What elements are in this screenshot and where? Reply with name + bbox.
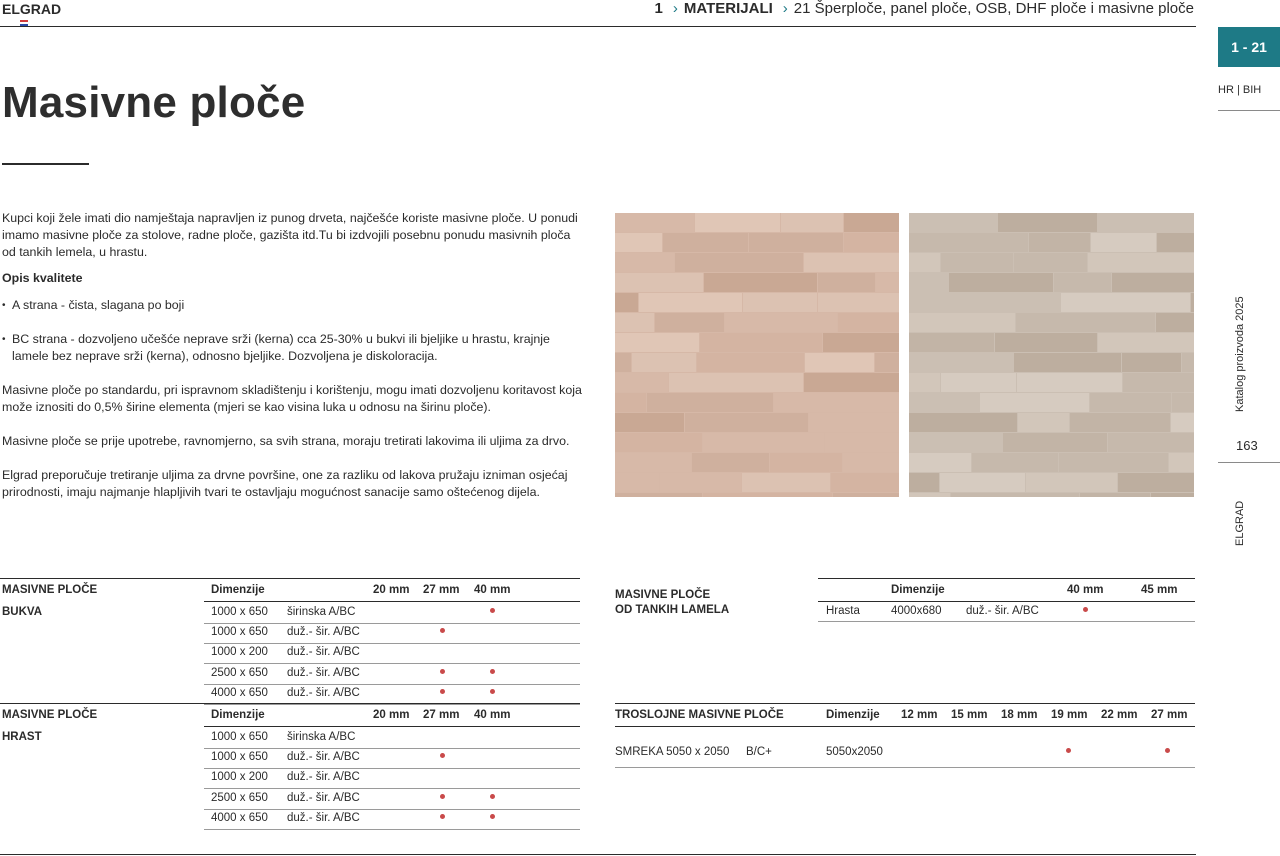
wood-lamella	[615, 453, 691, 472]
wood-lamella	[1123, 373, 1194, 392]
wood-lamella	[971, 293, 1060, 312]
wood-lamella	[995, 333, 1097, 352]
sidebar-divider	[1218, 462, 1280, 463]
wood-lamella	[1016, 313, 1155, 332]
table-cell-size: 4000 x 650	[211, 811, 268, 824]
wood-lamella	[615, 353, 631, 372]
table-top-rule	[0, 703, 580, 704]
wood-lamella	[615, 273, 703, 292]
table-cell-size: 1000 x 650	[211, 606, 268, 618]
wood-lamella	[1070, 413, 1170, 432]
table-troslojne-size: 5050x2050	[826, 746, 883, 758]
wood-lamella	[1191, 293, 1194, 312]
wood-lamella	[742, 473, 830, 492]
breadcrumb-section[interactable]: MATERIJALI	[683, 0, 773, 17]
availability-dot	[440, 628, 445, 633]
wood-lamella	[1054, 273, 1111, 292]
wood-lamella	[951, 493, 1079, 497]
wood-lamella	[615, 253, 674, 272]
wood-lamella	[909, 453, 971, 472]
table-bukva-col-20: 20 mm	[373, 584, 410, 596]
bullet-bc-side: • BC strana - dozvoljeno učešće neprave srži (kerna) cca 25-30% u bukvi ili bjeljike u hrastu, krajnje lamele bez neprave srži (kerna), odnosno bjeljike. Dozvoljena je diskoloracija.	[2, 331, 582, 365]
table-troslojne-col-18: 18 mm	[1001, 709, 1038, 721]
wood-lamella	[818, 273, 875, 292]
table-cell-type: duž.- šir. A/BC	[287, 751, 360, 764]
table-hrast-col-27: 27 mm	[423, 709, 460, 721]
table-cell-type: duž.- šir. A/BC	[287, 626, 360, 639]
beech-board-image	[615, 213, 899, 497]
availability-dot	[440, 669, 445, 674]
treatment-paragraph: Masivne ploče se prije upotrebe, ravnomjerno, sa svih strana, moraju tretirati lakovima ili uljima za drvo.	[2, 434, 570, 448]
table-cell-size: 2500 x 650	[211, 791, 268, 804]
availability-dot	[440, 753, 445, 758]
wood-lamella	[909, 253, 940, 272]
wood-lamella	[1182, 353, 1194, 372]
table-bukva-col-40: 40 mm	[474, 584, 511, 596]
bullet-a-side: • A strana - čista, slagana po boji	[2, 297, 582, 314]
wood-lamella	[1018, 413, 1069, 432]
wood-lamella	[615, 393, 646, 412]
wood-lamella	[941, 373, 1016, 392]
language-label: HR | BIH	[1218, 84, 1262, 96]
wood-lamella	[615, 313, 654, 332]
wood-lamella	[804, 373, 899, 392]
table-row-rule	[204, 829, 580, 830]
oak-board-image	[909, 213, 1194, 497]
wood-lamella	[831, 473, 899, 492]
chevron-right-icon: ›	[782, 0, 788, 17]
wood-lamella	[844, 213, 899, 232]
table-header-rule	[818, 601, 1195, 602]
table-troslojne-col-19: 19 mm	[1051, 709, 1088, 721]
wood-lamella	[1172, 393, 1194, 412]
availability-dot	[440, 689, 445, 694]
wood-lamella	[909, 273, 948, 292]
wood-lamella	[692, 453, 769, 472]
table-cell-type: duž.- šir. A/BC	[287, 646, 360, 659]
table-cell-size: 1000 x 200	[211, 771, 268, 784]
table-cell-size: 1000 x 650	[211, 751, 268, 764]
table-hrast-dim-header: Dimenzije	[211, 709, 265, 721]
wood-lamella	[909, 333, 994, 352]
wood-lamella	[615, 213, 694, 232]
wood-lamella	[804, 253, 899, 272]
table-cell-size: 4000 x 650	[211, 686, 268, 699]
availability-dot	[490, 814, 495, 819]
wood-lamella	[615, 233, 662, 252]
table-hrast-title: MASIVNE PLOČE	[2, 709, 98, 721]
wood-lamella	[909, 393, 979, 412]
page-number: 163	[1236, 438, 1258, 453]
table-cell-type: širinska A/BC	[287, 731, 356, 743]
table-troslojne-col-12: 12 mm	[901, 709, 938, 721]
wood-lamella	[818, 293, 899, 312]
wood-lamella	[1088, 253, 1194, 272]
wood-lamella	[998, 213, 1097, 232]
table-lamela-dim-header: Dimenzije	[891, 584, 945, 596]
availability-dot	[490, 608, 495, 613]
table-lamela-title: MASIVNE PLOČE	[615, 589, 711, 601]
wood-lamella	[781, 213, 843, 232]
wood-lamella	[805, 353, 874, 372]
wood-lamella	[697, 353, 804, 372]
wood-lamella	[1059, 453, 1168, 472]
availability-dot	[1083, 607, 1088, 612]
table-troslojne-col-22: 22 mm	[1101, 709, 1138, 721]
wood-lamella	[1061, 293, 1190, 312]
table-lamela-subtitle: OD TANKIH LAMELA	[615, 604, 730, 616]
availability-dot	[490, 669, 495, 674]
chevron-right-icon: ›	[672, 0, 678, 17]
wood-lamella	[909, 373, 940, 392]
wood-lamella	[675, 253, 803, 272]
table-row-rule	[204, 663, 580, 664]
wood-lamella	[1003, 433, 1107, 452]
table-row-rule	[204, 623, 580, 624]
availability-dot	[490, 794, 495, 799]
table-cell-size: 2500 x 650	[211, 666, 268, 679]
sidebar-brand: ELGRAD	[1234, 500, 1246, 546]
table-header-rule	[204, 726, 580, 727]
wood-lamella	[823, 333, 899, 352]
wood-lamella	[1169, 453, 1194, 472]
wood-lamella	[774, 393, 899, 412]
wood-lamella	[1151, 493, 1194, 497]
wood-lamella	[909, 473, 939, 492]
table-row-rule	[818, 621, 1195, 622]
wood-lamella	[655, 313, 724, 332]
wood-lamella	[909, 313, 1015, 332]
wood-lamella	[639, 293, 742, 312]
table-cell-type: širinska A/BC	[287, 606, 356, 618]
wood-lamella	[1080, 493, 1150, 497]
table-troslojne-quality: B/C+	[746, 746, 772, 758]
wood-lamella	[980, 393, 1089, 412]
table-cell-type: duž.- šir. A/BC	[287, 666, 360, 679]
wood-lamella	[700, 333, 822, 352]
wood-lamella	[743, 293, 817, 312]
availability-dot	[490, 689, 495, 694]
wood-lamella	[909, 413, 1017, 432]
table-cell-type: duž.- šir. A/BC	[287, 791, 360, 804]
page-title: Masivne ploče	[2, 78, 306, 127]
wood-lamella	[615, 293, 638, 312]
wood-lamella	[876, 273, 899, 292]
intro-paragraph: Kupci koji žele imati dio namještaja napravljen iz punog drveta, najčešće koriste masivne ploče. U ponudi imamo masivne ploče za stolove, radne ploče, gazišta itd.Tu bi izdvojili posebnu ponudu masivnih ploča od tankih lemela, u hrastu.	[2, 211, 578, 259]
table-cell-type: duž.- šir. A/BC	[287, 811, 360, 824]
table-cell-size: 1000 x 650	[211, 626, 268, 639]
wood-lamella	[770, 453, 842, 472]
wood-lamella	[663, 233, 748, 252]
footer-divider	[0, 854, 1196, 855]
breadcrumb-page[interactable]: 21 Šperploče, panel ploče, OSB, DHF ploče i masivne ploče	[793, 0, 1194, 17]
wood-lamella	[1156, 313, 1194, 332]
wood-lamella	[843, 453, 899, 472]
wood-lamella	[838, 313, 899, 332]
description	[2, 210, 582, 518]
wood-lamella	[844, 233, 899, 252]
wood-lamella	[1026, 473, 1117, 492]
table-troslojne-name: SMREKA 5050 x 2050	[615, 746, 730, 758]
oil-paragraph: Elgrad preporučuje tretiranje uljima za drvne površine, one za razliku od lakova pružaju izniman osjećaj prirodnosti, imaju najmanje hlapljivih tvari te ostavljaju mogućnost sanacije samo oštećenog dijela.	[2, 468, 568, 499]
wood-lamella	[909, 433, 1002, 452]
wood-lamella	[749, 233, 843, 252]
availability-dot	[1066, 748, 1071, 753]
wood-lamella	[1017, 373, 1122, 392]
wood-lamella	[809, 413, 899, 432]
wood-lamella	[909, 493, 950, 497]
wood-lamella	[615, 413, 684, 432]
wood-lamella	[703, 493, 832, 497]
table-cell-size: 1000 x 200	[211, 646, 268, 659]
table-top-rule	[615, 703, 1195, 704]
wood-lamella	[1091, 233, 1156, 252]
wood-lamella	[647, 393, 773, 412]
wood-lamella	[875, 353, 899, 372]
wood-lamella	[1098, 213, 1194, 232]
table-header-rule	[615, 726, 1195, 727]
wood-lamella	[1098, 333, 1194, 352]
wood-lamella	[909, 233, 1028, 252]
table-troslojne-title: TROSLOJNE MASIVNE PLOČE	[615, 709, 784, 721]
table-troslojne-col-15: 15 mm	[951, 709, 988, 721]
wood-lamella	[685, 413, 808, 432]
sidebar-divider	[1218, 110, 1280, 111]
wood-lamella	[940, 473, 1025, 492]
wood-lamella	[1118, 473, 1194, 492]
wood-lamella	[660, 473, 741, 492]
wood-lamella	[695, 213, 780, 232]
table-row-rule	[204, 643, 580, 644]
wood-lamella	[1122, 353, 1181, 372]
wood-lamella	[704, 273, 817, 292]
wood-lamella	[825, 433, 899, 452]
table-lamela-size: 4000x680	[891, 605, 942, 617]
wood-lamella	[632, 353, 696, 372]
table-bukva-title: MASIVNE PLOČE	[2, 584, 98, 596]
wood-lamella	[725, 313, 837, 332]
wood-lamella	[909, 293, 970, 312]
wood-lamella	[615, 333, 699, 352]
breadcrumb-chapter[interactable]: 1	[654, 0, 663, 17]
wood-lamella	[615, 373, 668, 392]
table-cell-type: duž.- šir. A/BC	[287, 771, 360, 784]
table-row-rule	[615, 767, 1195, 768]
table-hrast-col-20: 20 mm	[373, 709, 410, 721]
table-lamela-type: duž.- šir. A/BC	[966, 605, 1039, 617]
table-hrast-col-40: 40 mm	[474, 709, 511, 721]
standard-paragraph: Masivne ploče po standardu, pri ispravnom skladištenju i korištenju, mogu imati dozvoljenu koritavost koja može iznositi do 0,5% širine elementa (mjeri se kao visina luka u odnosu na širinu ploče).	[2, 383, 582, 414]
wood-lamella	[1014, 253, 1087, 272]
wood-lamella	[1108, 433, 1194, 452]
wood-lamella	[1112, 273, 1194, 292]
table-bukva-subtitle: BUKVA	[2, 606, 43, 618]
wood-lamella	[669, 373, 803, 392]
table-bukva-col-27: 27 mm	[423, 584, 460, 596]
wood-lamella	[949, 273, 1053, 292]
table-row-rule	[204, 768, 580, 769]
wood-lamella	[941, 253, 1013, 272]
wood-lamella	[1014, 353, 1121, 372]
table-cell-size: 1000 x 650	[211, 731, 268, 743]
wood-lamella	[615, 473, 659, 492]
wood-lamella	[972, 453, 1058, 472]
table-row-rule	[204, 748, 580, 749]
title-underline	[2, 163, 89, 165]
table-row-rule	[204, 788, 580, 789]
wood-lamella	[909, 213, 997, 232]
wood-lamella	[1157, 233, 1194, 252]
table-troslojne-dim-header: Dimenzije	[826, 709, 880, 721]
catalog-label: Katalog proizvoda 2025	[1234, 296, 1246, 412]
table-row-rule	[204, 809, 580, 810]
wood-lamella	[909, 353, 1013, 372]
wood-lamella	[1171, 413, 1194, 432]
table-lamela-wood: Hrasta	[826, 605, 860, 617]
availability-dot	[440, 814, 445, 819]
breadcrumb	[655, 0, 1194, 17]
brand-logo: ELGRAD	[2, 1, 62, 17]
wood-lamella	[615, 433, 702, 452]
table-cell-type: duž.- šir. A/BC	[287, 686, 360, 699]
table-lamela-col-40: 40 mm	[1067, 584, 1104, 596]
wood-lamella	[833, 493, 899, 497]
wood-lamella	[1029, 233, 1090, 252]
wood-lamella	[1090, 393, 1171, 412]
table-top-rule	[0, 578, 580, 579]
table-lamela-col-45: 45 mm	[1141, 584, 1178, 596]
wood-lamella	[703, 433, 824, 452]
availability-dot	[1165, 748, 1170, 753]
table-bukva-dim-header: Dimenzije	[211, 584, 265, 596]
table-top-rule	[818, 578, 1195, 579]
quality-heading: Opis kvalitete	[2, 271, 83, 285]
wood-lamella	[615, 493, 702, 497]
table-header-rule	[204, 601, 580, 602]
chapter-badge[interactable]: 1 - 21	[1218, 27, 1280, 67]
header-divider	[0, 26, 1196, 27]
table-troslojne-col-27: 27 mm	[1151, 709, 1188, 721]
availability-dot	[440, 794, 445, 799]
table-row-rule	[204, 684, 580, 685]
table-hrast-subtitle: HRAST	[2, 731, 42, 743]
